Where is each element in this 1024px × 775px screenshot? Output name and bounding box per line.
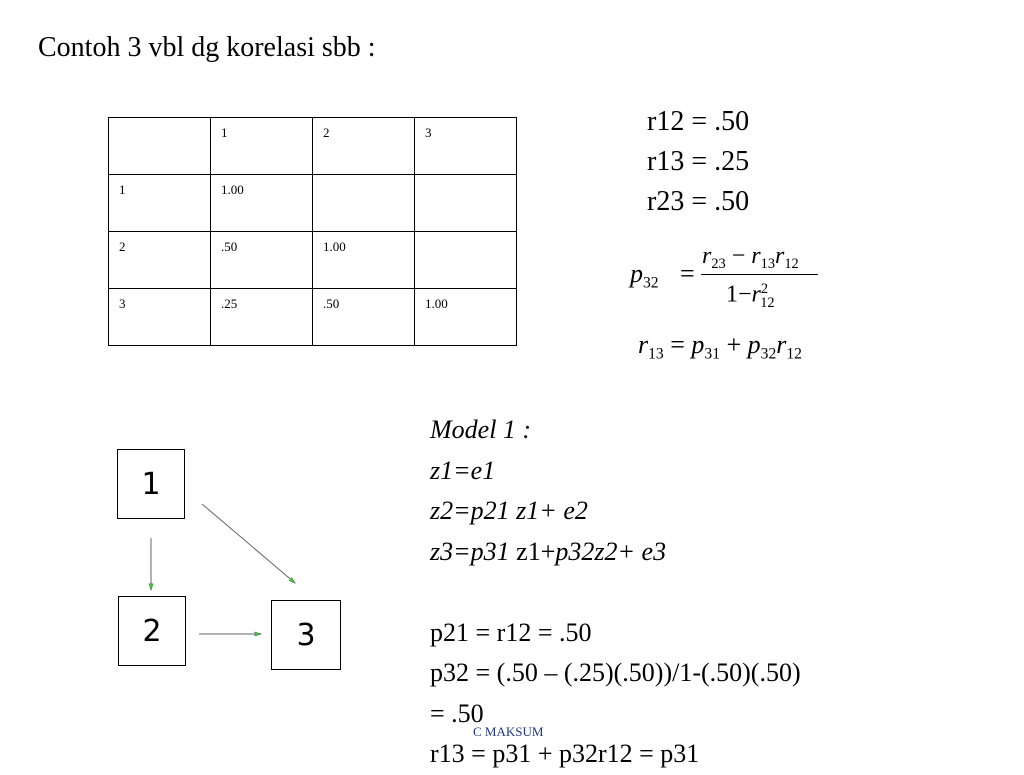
calc-p32-result: = .50 bbox=[430, 698, 484, 728]
model-eq-z1: z1=e1 bbox=[430, 455, 496, 485]
table-cell: 2 bbox=[313, 118, 415, 175]
node-2: 2 bbox=[118, 596, 186, 666]
table-cell: .25 bbox=[211, 289, 313, 346]
table-cell: 1.00 bbox=[211, 175, 313, 232]
formula-r13: $r_{13} = p_{31} + p_{32}r_{12}$ bbox=[638, 330, 802, 363]
table-cell: .50 bbox=[313, 289, 415, 346]
table-cell: 3 bbox=[415, 118, 517, 175]
calc-p32: p32 = (.50 – (.25)(.50))/1-(.50)(.50) bbox=[430, 658, 801, 687]
correlation-r13: r13 = .25 bbox=[647, 146, 750, 177]
node-3: 3 bbox=[271, 600, 341, 670]
table-cell: 1 bbox=[109, 175, 211, 232]
model-equations bbox=[430, 410, 801, 775]
table-cell: 1.00 bbox=[415, 289, 517, 346]
formula-equals: = bbox=[680, 259, 695, 288]
formula-lhs: $p_{32}$ bbox=[630, 259, 659, 292]
formula-numerator: $r_{23} - r_{13}r_{12}$ bbox=[702, 243, 799, 273]
table-cell: 1 bbox=[211, 118, 313, 175]
slide-title: Contoh 3 vbl dg korelasi sbb : bbox=[38, 32, 376, 63]
formula-denominator: $1-r^2_{12}$ bbox=[726, 281, 775, 311]
table-cell: 1.00 bbox=[313, 232, 415, 289]
calc-p21: p21 = r12 = .50 bbox=[430, 617, 592, 647]
table-cell: 3 bbox=[109, 289, 211, 346]
correlation-r12: r12 = .50 bbox=[647, 106, 750, 137]
correlation-r23: r23 = .50 bbox=[647, 186, 750, 217]
model-title: Model 1 : bbox=[430, 415, 532, 444]
table-cell: .50 bbox=[211, 232, 313, 289]
node-1: 1 bbox=[117, 449, 185, 519]
model-eq-z2: z2=p21 z1+ e2 bbox=[430, 496, 588, 525]
footer-author: C MAKSUM bbox=[473, 724, 544, 739]
arrow-1-to-3 bbox=[202, 504, 295, 583]
model-eq-z3: z3=p31 z1+p32z2+ e3 bbox=[430, 536, 667, 566]
table-cell: 2 bbox=[109, 232, 211, 289]
calc-r13: r13 = p31 + p32r12 = p31 bbox=[430, 739, 700, 768]
